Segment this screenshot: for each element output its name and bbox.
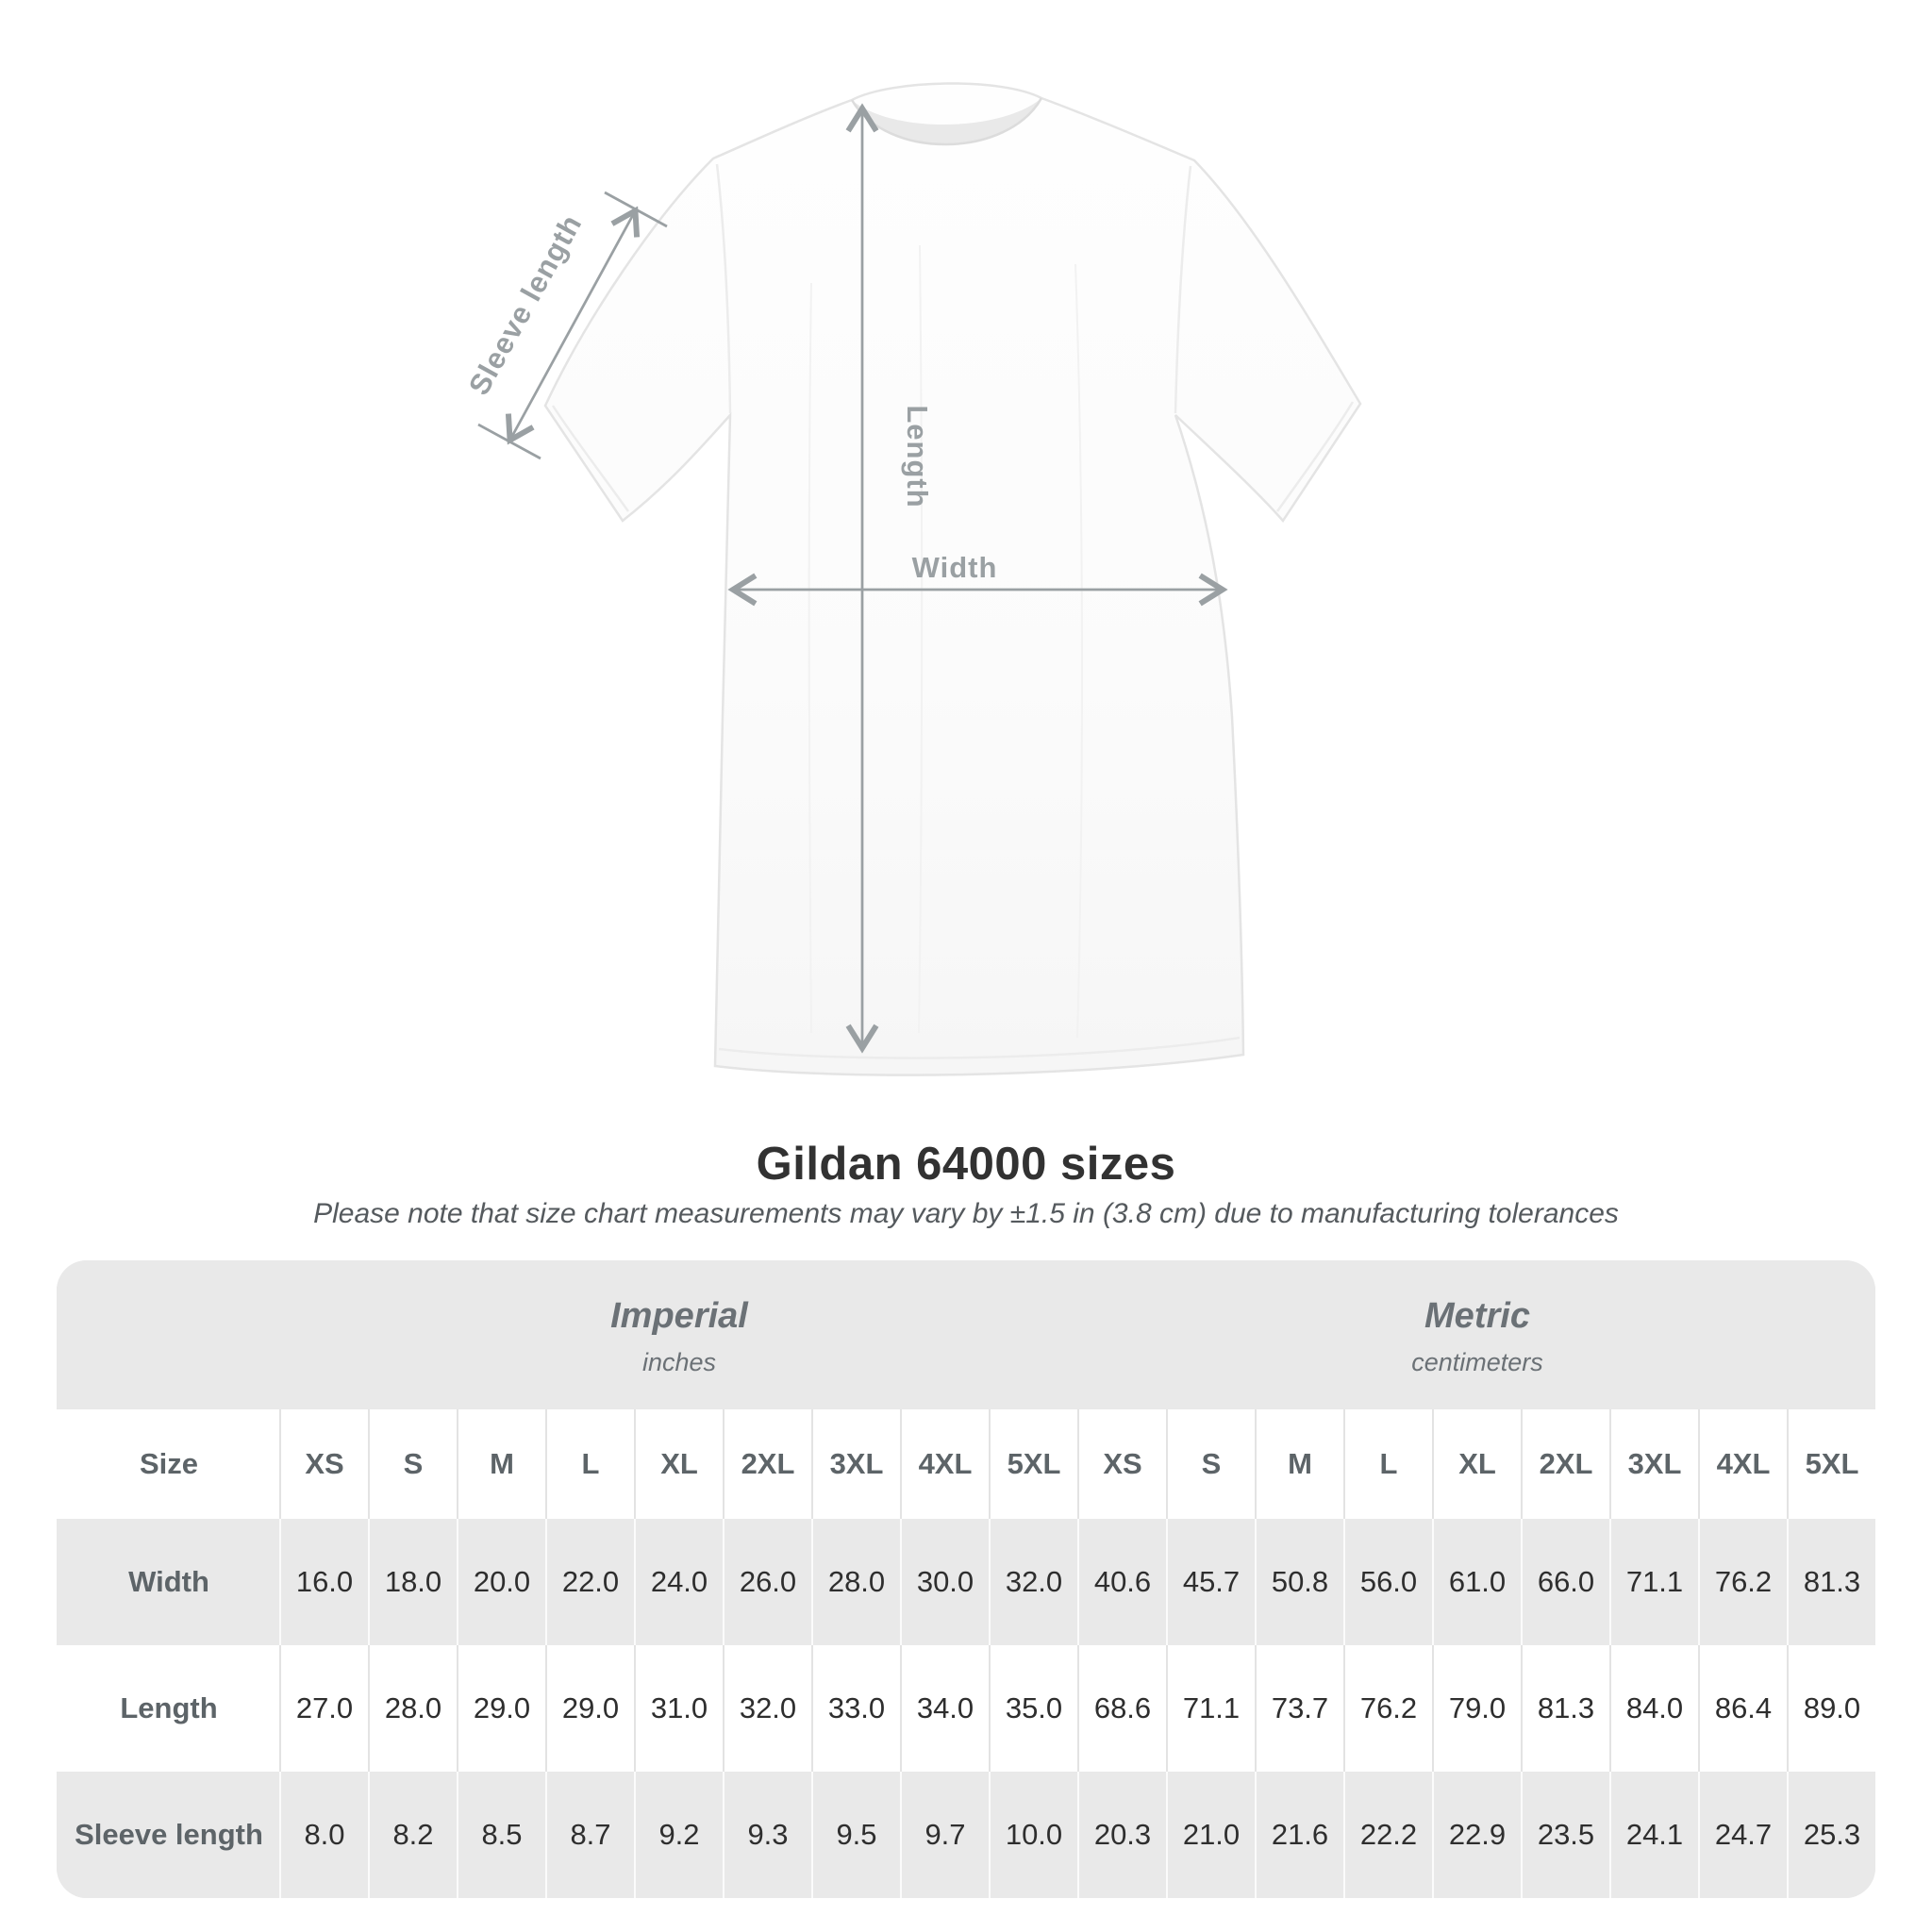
unit-group-header-metric [1077,1260,1875,1409]
measurement-cell: 22.9 [1432,1772,1521,1898]
size-table [57,1260,1875,1898]
measurement-cell: 29.0 [545,1645,634,1772]
measurement-cell: 26.0 [723,1519,811,1645]
measurement-cell: 23.5 [1521,1772,1609,1898]
measurement-cell: 29.0 [457,1645,545,1772]
measurement-cell: 84.0 [1609,1645,1698,1772]
measurement-cell: 33.0 [811,1645,900,1772]
size-header-2xl: 2XL [723,1409,811,1519]
sleeve-dimension-label: Sleeve length [461,208,589,401]
measurement-cell: 24.0 [634,1519,723,1645]
measurement-cell: 24.1 [1609,1772,1698,1898]
measurement-cell: 8.0 [279,1772,368,1898]
measurement-cell: 20.0 [457,1519,545,1645]
unit-group-sublabel: centimeters [1411,1348,1543,1376]
unit-group-header-imperial [279,1260,1077,1409]
measurement-cell: 76.2 [1343,1645,1432,1772]
measurement-cell: 24.7 [1698,1772,1787,1898]
measurement-cell: 28.0 [811,1519,900,1645]
size-header-4xl: 4XL [900,1409,989,1519]
measurement-cell: 79.0 [1432,1645,1521,1772]
measurement-cell: 27.0 [279,1645,368,1772]
size-header-s: S [1166,1409,1255,1519]
measurement-cell: 45.7 [1166,1519,1255,1645]
measurement-cell: 61.0 [1432,1519,1521,1645]
size-header-4xl: 4XL [1698,1409,1787,1519]
measurement-cell: 16.0 [279,1519,368,1645]
measurement-cell: 21.0 [1166,1772,1255,1898]
measurement-cell: 20.3 [1077,1772,1166,1898]
size-header-xl: XL [634,1409,723,1519]
measurement-cell: 81.3 [1787,1519,1875,1645]
row-label-width: Width [57,1519,279,1645]
measurement-cell: 32.0 [989,1519,1077,1645]
measurement-cell: 8.2 [368,1772,457,1898]
width-dimension-label: Width [911,551,998,584]
measurement-cell: 71.1 [1166,1645,1255,1772]
unit-group-sublabel: inches [641,1348,717,1376]
measurement-cell: 66.0 [1521,1519,1609,1645]
size-header-xl: XL [1432,1409,1521,1519]
size-header-5xl: 5XL [1787,1409,1875,1519]
measurement-cell: 10.0 [989,1772,1077,1898]
measurement-cell: 18.0 [368,1519,457,1645]
size-header-2xl: 2XL [1521,1409,1609,1519]
measurement-cell: 9.2 [634,1772,723,1898]
measurement-cell: 25.3 [1787,1772,1875,1898]
measurement-cell: 9.3 [723,1772,811,1898]
measurement-cell: 32.0 [723,1645,811,1772]
measurement-cell: 30.0 [900,1519,989,1645]
measurement-cell: 9.5 [811,1772,900,1898]
page-title: Gildan 64000 sizes [756,1139,1176,1190]
size-header-l: L [1343,1409,1432,1519]
size-header-3xl: 3XL [811,1409,900,1519]
size-header-5xl: 5XL [989,1409,1077,1519]
measurement-cell: 31.0 [634,1645,723,1772]
measurement-cell: 9.7 [900,1772,989,1898]
measurement-cell: 34.0 [900,1645,989,1772]
size-header-s: S [368,1409,457,1519]
measurement-cell: 56.0 [1343,1519,1432,1645]
measurement-cell: 73.7 [1255,1645,1343,1772]
measurement-cell: 40.6 [1077,1519,1166,1645]
measurement-cell: 89.0 [1787,1645,1875,1772]
size-column-header: Size [57,1409,279,1519]
length-dimension-label: Length [901,405,934,508]
measurement-cell: 35.0 [989,1645,1077,1772]
size-header-m: M [457,1409,545,1519]
sleeve-dimension-tick-bottom [478,425,541,458]
unit-group-label: Imperial [610,1296,748,1336]
measurement-cell: 21.6 [1255,1772,1343,1898]
size-header-m: M [1255,1409,1343,1519]
measurement-cell: 81.3 [1521,1645,1609,1772]
measurement-cell: 8.7 [545,1772,634,1898]
row-label-sleeve-length: Sleeve length [57,1772,279,1898]
measurement-cell: 28.0 [368,1645,457,1772]
size-header-xs: XS [279,1409,368,1519]
row-label-length: Length [57,1645,279,1772]
page-subtitle: Please note that size chart measurements may vary by ±1.5 in (3.8 cm) due to manufacturing tolerances [313,1198,1619,1229]
measurement-cell: 22.0 [545,1519,634,1645]
table-corner-cell [57,1260,279,1406]
measurement-cell: 71.1 [1609,1519,1698,1645]
size-header-xs: XS [1077,1409,1166,1519]
size-header-l: L [545,1409,634,1519]
size-header-3xl: 3XL [1609,1409,1698,1519]
unit-group-label: Metric [1424,1296,1530,1336]
measurement-cell: 50.8 [1255,1519,1343,1645]
measurement-cell: 22.2 [1343,1772,1432,1898]
measurement-cell: 8.5 [457,1772,545,1898]
measurement-cell: 86.4 [1698,1645,1787,1772]
measurement-cell: 68.6 [1077,1645,1166,1772]
sleeve-dimension-tick-top [605,192,667,226]
measurement-cell: 76.2 [1698,1519,1787,1645]
